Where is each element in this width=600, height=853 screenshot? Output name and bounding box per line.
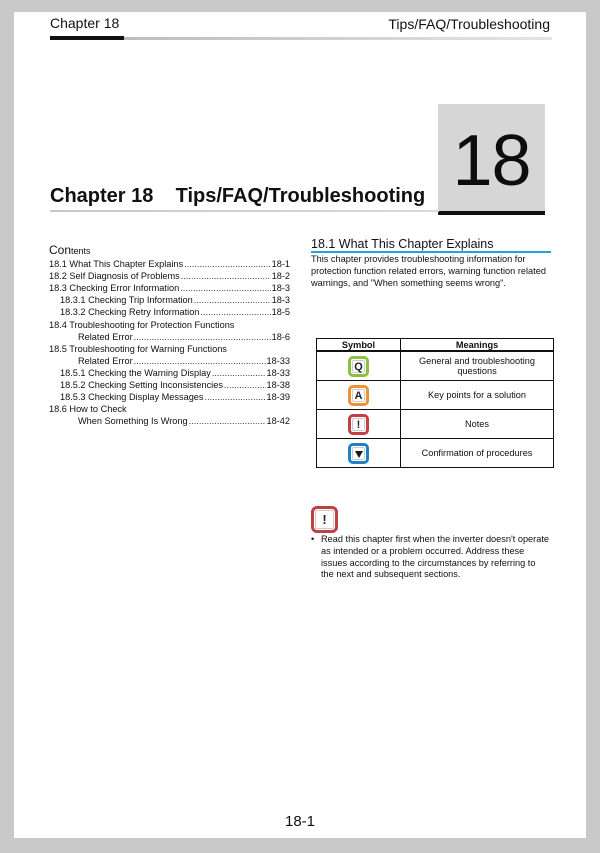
toc-item-title: 18.3.2 Checking Retry Information — [60, 307, 200, 318]
toc-item-title: 18.4 Troubleshooting for Protection Functions — [49, 319, 235, 330]
toc-item — [49, 391, 290, 403]
meaning-cell: General and troubleshooting questions — [401, 351, 554, 381]
toc-leader-dots — [184, 258, 270, 270]
table-of-contents — [49, 258, 290, 427]
section-title-rule — [311, 251, 551, 253]
toc-item-title: Related Error — [78, 331, 133, 342]
toc-item — [49, 270, 290, 282]
contents-heading-big: Con — [49, 243, 72, 257]
symbol-cell — [317, 439, 401, 468]
toc-item — [49, 318, 290, 330]
chapter-number: 18 — [452, 121, 531, 201]
toc-item-page: 18-39 — [266, 392, 290, 403]
toc-item-title: Related Error — [78, 355, 133, 366]
toc-item — [49, 343, 290, 355]
toc-leader-dots — [180, 282, 270, 294]
toc-leader-dots — [200, 306, 270, 318]
toc-item-title: 18.3 Checking Error Information — [49, 283, 180, 294]
toc-item-page: 18-3 — [271, 283, 290, 294]
toc-item-page: 18-42 — [266, 416, 290, 427]
chapter-number-underline — [438, 211, 545, 215]
toc-item-page: 18-1 — [271, 259, 290, 270]
toc-item-page: 18-6 — [271, 331, 290, 342]
symbol-column-header: Symbol — [317, 339, 401, 352]
meaning-cell: Notes — [401, 410, 554, 439]
note-body: Read this chapter first when the inverter doesn't operate as intended or a problem occurred. Address these issues according to the circumstances by referring to the next and subsequent sections. — [321, 534, 549, 580]
header-bar-dark — [50, 36, 124, 40]
symbol-table-row — [317, 351, 554, 381]
toc-item — [49, 282, 290, 294]
toc-leader-dots — [212, 367, 266, 379]
toc-item-title: 18.1 What This Chapter Explains — [49, 259, 184, 270]
symbol-cell — [317, 410, 401, 439]
a-icon: A — [348, 385, 369, 406]
q-icon: Q — [348, 356, 369, 377]
toc-item-title: 18.5 Troubleshooting for Warning Functions — [49, 343, 227, 354]
toc-leader-dots — [134, 331, 271, 343]
meaning-cell: Key points for a solution — [401, 381, 554, 410]
toc-item — [49, 367, 290, 379]
toc-leader-dots — [194, 294, 271, 306]
toc-leader-dots — [189, 415, 266, 427]
toc-item-title: 18.2 Self Diagnosis of Problems — [49, 271, 180, 282]
triangle-shape — [355, 451, 363, 458]
symbol-table-row — [317, 381, 554, 410]
section-body: This chapter provides troubleshooting information for protection function related errors, warning function related warnings, and "When something seems wrong". — [311, 254, 546, 288]
toc-item-title: 18.3.1 Checking Trip Information — [60, 295, 193, 306]
symbol-cell — [317, 351, 401, 381]
symbol-table — [316, 338, 554, 468]
toc-leader-dots — [205, 391, 266, 403]
contents-heading — [49, 243, 91, 257]
meaning-cell: Confirmation of procedures — [401, 439, 554, 468]
toc-item — [49, 331, 290, 343]
header-title: Tips/FAQ/Troubleshooting — [388, 16, 550, 32]
section-title: 18.1 What This Chapter Explains — [311, 237, 494, 251]
note-bullet: • — [311, 534, 315, 544]
toc-item — [49, 306, 290, 318]
contents-heading-small: tents — [71, 246, 91, 256]
toc-item — [49, 403, 290, 415]
triangle-down-icon — [348, 443, 369, 464]
toc-leader-dots — [134, 355, 266, 367]
chapter-title: Chapter 18 Tips/FAQ/Troubleshooting — [50, 185, 426, 207]
toc-item-page: 18-38 — [266, 380, 290, 391]
toc-item — [49, 355, 290, 367]
note-exclamation-icon: ! — [311, 506, 338, 533]
chapter-title-rule — [50, 210, 439, 212]
manual-page — [14, 12, 586, 838]
toc-item-page: 18-2 — [271, 271, 290, 282]
toc-item-page: 18-3 — [271, 295, 290, 306]
toc-item — [49, 294, 290, 306]
toc-item-title: When Something Is Wrong — [78, 416, 188, 427]
toc-item-page: 18-5 — [271, 307, 290, 318]
toc-item — [49, 415, 290, 427]
symbol-table-header — [317, 339, 554, 352]
header-chapter: Chapter 18 — [50, 15, 120, 31]
page-number: 18-1 — [284, 813, 316, 830]
toc-leader-dots — [224, 379, 266, 391]
toc-item — [49, 258, 290, 270]
toc-item-title: 18.5.3 Checking Display Messages — [60, 392, 204, 403]
symbol-cell — [317, 381, 401, 410]
toc-item — [49, 379, 290, 391]
meanings-column-header: Meanings — [401, 339, 554, 352]
exclamation-icon: ! — [348, 414, 369, 435]
header-bar-light — [124, 37, 552, 40]
toc-item-title: 18.6 How to Check — [49, 404, 127, 415]
symbol-table-row — [317, 410, 554, 439]
symbol-table-row — [317, 439, 554, 468]
toc-item-title: 18.5.1 Checking the Warning Display — [60, 367, 211, 378]
toc-item-page: 18-33 — [266, 355, 290, 366]
toc-item-title: 18.5.2 Checking Setting Inconsistencies — [60, 380, 223, 391]
toc-leader-dots — [181, 270, 271, 282]
toc-item-page: 18-33 — [266, 367, 290, 378]
